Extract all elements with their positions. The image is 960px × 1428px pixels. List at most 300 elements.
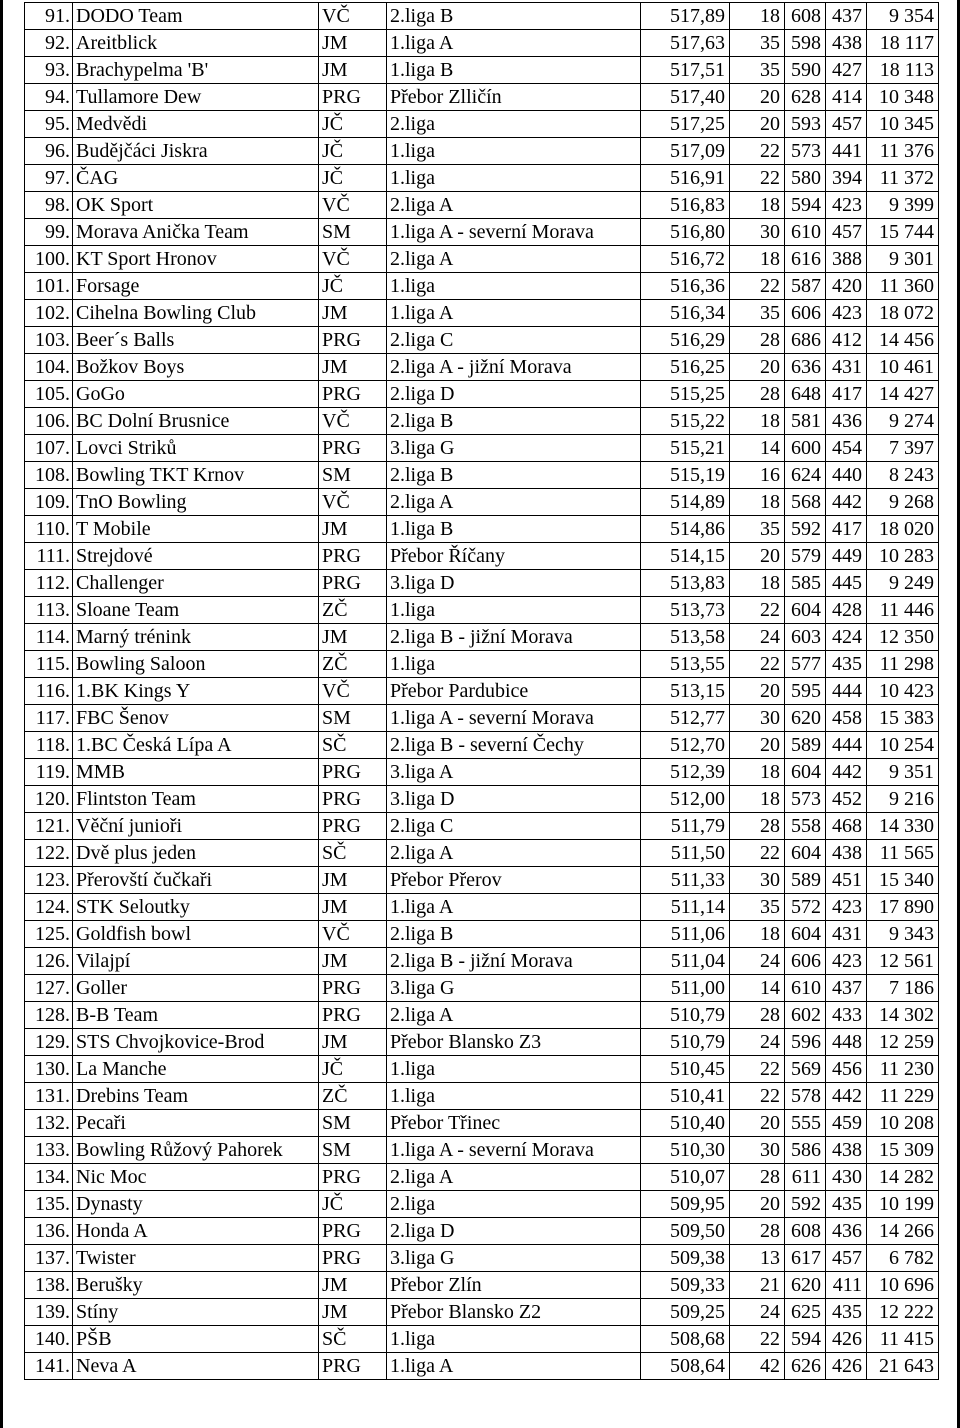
- rank-number-cell: 138.: [25, 1272, 73, 1299]
- games-cell: 14: [730, 975, 785, 1002]
- total-score-cell: 9 399: [867, 192, 939, 219]
- average-cell: 517,09: [641, 138, 730, 165]
- average-cell: 511,14: [641, 894, 730, 921]
- table-row: [25, 597, 939, 624]
- league-cell: 2.liga A: [387, 246, 641, 273]
- total-score-cell: 7 397: [867, 435, 939, 462]
- total-score-cell: 12 561: [867, 948, 939, 975]
- league-cell: 2.liga B: [387, 3, 641, 30]
- league-cell: 1.liga: [387, 138, 641, 165]
- region-cell: PRG: [319, 381, 387, 408]
- table-row: [25, 651, 939, 678]
- region-cell: PRG: [319, 975, 387, 1002]
- lowest-score-cell: 456: [826, 1056, 867, 1083]
- highest-score-cell: 608: [785, 3, 826, 30]
- highest-score-cell: 608: [785, 1218, 826, 1245]
- lowest-score-cell: 436: [826, 408, 867, 435]
- total-score-cell: 10 254: [867, 732, 939, 759]
- league-cell: 2.liga A - jižní Morava: [387, 354, 641, 381]
- league-cell: 2.liga: [387, 1191, 641, 1218]
- total-score-cell: 15 744: [867, 219, 939, 246]
- lowest-score-cell: 436: [826, 1218, 867, 1245]
- table-row: [25, 759, 939, 786]
- team-name-cell: Božkov Boys: [73, 354, 319, 381]
- table-row: [25, 246, 939, 273]
- highest-score-cell: 604: [785, 597, 826, 624]
- average-cell: 516,25: [641, 354, 730, 381]
- rank-number-cell: 99.: [25, 219, 73, 246]
- highest-score-cell: 592: [785, 1191, 826, 1218]
- lowest-score-cell: 435: [826, 1191, 867, 1218]
- average-cell: 515,22: [641, 408, 730, 435]
- highest-score-cell: 581: [785, 408, 826, 435]
- team-name-cell: B-B Team: [73, 1002, 319, 1029]
- average-cell: 511,50: [641, 840, 730, 867]
- highest-score-cell: 598: [785, 30, 826, 57]
- highest-score-cell: 602: [785, 1002, 826, 1029]
- total-score-cell: 14 427: [867, 381, 939, 408]
- highest-score-cell: 577: [785, 651, 826, 678]
- league-cell: 1.liga A - severní Morava: [387, 705, 641, 732]
- games-cell: 28: [730, 1218, 785, 1245]
- total-score-cell: 9 249: [867, 570, 939, 597]
- lowest-score-cell: 448: [826, 1029, 867, 1056]
- average-cell: 511,33: [641, 867, 730, 894]
- games-cell: 22: [730, 651, 785, 678]
- league-cell: 1.liga A: [387, 30, 641, 57]
- team-name-cell: Bowling Saloon: [73, 651, 319, 678]
- lowest-score-cell: 441: [826, 138, 867, 165]
- region-cell: PRG: [319, 84, 387, 111]
- rank-number-cell: 140.: [25, 1326, 73, 1353]
- league-cell: 1.liga B: [387, 516, 641, 543]
- highest-score-cell: 610: [785, 219, 826, 246]
- highest-score-cell: 600: [785, 435, 826, 462]
- region-cell: PRG: [319, 570, 387, 597]
- average-cell: 517,89: [641, 3, 730, 30]
- table-row: [25, 1002, 939, 1029]
- games-cell: 35: [730, 894, 785, 921]
- lowest-score-cell: 435: [826, 1299, 867, 1326]
- table-row: [25, 1164, 939, 1191]
- highest-score-cell: 595: [785, 678, 826, 705]
- league-cell: Přebor Blansko Z3: [387, 1029, 641, 1056]
- league-cell: 2.liga A: [387, 1002, 641, 1029]
- rank-number-cell: 123.: [25, 867, 73, 894]
- total-score-cell: 18 072: [867, 300, 939, 327]
- average-cell: 513,55: [641, 651, 730, 678]
- team-name-cell: STK Seloutky: [73, 894, 319, 921]
- highest-score-cell: 611: [785, 1164, 826, 1191]
- lowest-score-cell: 430: [826, 1164, 867, 1191]
- games-cell: 14: [730, 435, 785, 462]
- region-cell: SČ: [319, 840, 387, 867]
- games-cell: 35: [730, 30, 785, 57]
- region-cell: VČ: [319, 246, 387, 273]
- team-name-cell: Bowling TKT Krnov: [73, 462, 319, 489]
- team-name-cell: Goller: [73, 975, 319, 1002]
- lowest-score-cell: 411: [826, 1272, 867, 1299]
- games-cell: 18: [730, 489, 785, 516]
- total-score-cell: 11 360: [867, 273, 939, 300]
- team-name-cell: Honda A: [73, 1218, 319, 1245]
- table-row: [25, 1353, 939, 1380]
- rank-number-cell: 136.: [25, 1218, 73, 1245]
- league-cell: 2.liga A: [387, 489, 641, 516]
- lowest-score-cell: 423: [826, 894, 867, 921]
- lowest-score-cell: 433: [826, 1002, 867, 1029]
- table-row: [25, 705, 939, 732]
- rank-number-cell: 108.: [25, 462, 73, 489]
- games-cell: 22: [730, 165, 785, 192]
- rank-number-cell: 110.: [25, 516, 73, 543]
- lowest-score-cell: 445: [826, 570, 867, 597]
- highest-score-cell: 610: [785, 975, 826, 1002]
- league-cell: 3.liga A: [387, 759, 641, 786]
- average-cell: 514,15: [641, 543, 730, 570]
- table-row: [25, 786, 939, 813]
- table-row: [25, 1029, 939, 1056]
- league-cell: 1.liga: [387, 1056, 641, 1083]
- lowest-score-cell: 424: [826, 624, 867, 651]
- region-cell: ZČ: [319, 597, 387, 624]
- games-cell: 20: [730, 354, 785, 381]
- rank-number-cell: 120.: [25, 786, 73, 813]
- region-cell: PRG: [319, 813, 387, 840]
- league-cell: 2.liga: [387, 111, 641, 138]
- table-row: [25, 138, 939, 165]
- total-score-cell: 17 890: [867, 894, 939, 921]
- rank-number-cell: 134.: [25, 1164, 73, 1191]
- table-row: [25, 975, 939, 1002]
- team-name-cell: 1.BC Česká Lípa A: [73, 732, 319, 759]
- average-cell: 510,41: [641, 1083, 730, 1110]
- highest-score-cell: 572: [785, 894, 826, 921]
- rank-number-cell: 126.: [25, 948, 73, 975]
- highest-score-cell: 648: [785, 381, 826, 408]
- lowest-score-cell: 457: [826, 1245, 867, 1272]
- table-row: [25, 489, 939, 516]
- rank-number-cell: 109.: [25, 489, 73, 516]
- region-cell: JČ: [319, 138, 387, 165]
- team-name-cell: Flintston Team: [73, 786, 319, 813]
- region-cell: PRG: [319, 1245, 387, 1272]
- table-row: [25, 273, 939, 300]
- rank-number-cell: 107.: [25, 435, 73, 462]
- highest-score-cell: 573: [785, 786, 826, 813]
- region-cell: SM: [319, 1137, 387, 1164]
- games-cell: 18: [730, 786, 785, 813]
- team-name-cell: T Mobile: [73, 516, 319, 543]
- league-cell: 2.liga B: [387, 921, 641, 948]
- region-cell: PRG: [319, 1353, 387, 1380]
- rank-number-cell: 141.: [25, 1353, 73, 1380]
- team-name-cell: GoGo: [73, 381, 319, 408]
- lowest-score-cell: 388: [826, 246, 867, 273]
- team-name-cell: Věční junioři: [73, 813, 319, 840]
- highest-score-cell: 626: [785, 1353, 826, 1380]
- average-cell: 511,00: [641, 975, 730, 1002]
- table-row: [25, 354, 939, 381]
- rank-number-cell: 106.: [25, 408, 73, 435]
- region-cell: PRG: [319, 1218, 387, 1245]
- team-name-cell: 1.BK Kings Y: [73, 678, 319, 705]
- total-score-cell: 9 301: [867, 246, 939, 273]
- league-cell: 1.liga A - severní Morava: [387, 219, 641, 246]
- league-cell: 3.liga D: [387, 570, 641, 597]
- games-cell: 16: [730, 462, 785, 489]
- table-row: [25, 543, 939, 570]
- games-cell: 30: [730, 705, 785, 732]
- average-cell: 512,39: [641, 759, 730, 786]
- region-cell: VČ: [319, 678, 387, 705]
- total-score-cell: 12 222: [867, 1299, 939, 1326]
- region-cell: SČ: [319, 1326, 387, 1353]
- highest-score-cell: 578: [785, 1083, 826, 1110]
- games-cell: 13: [730, 1245, 785, 1272]
- lowest-score-cell: 437: [826, 975, 867, 1002]
- games-cell: 20: [730, 1110, 785, 1137]
- rank-number-cell: 125.: [25, 921, 73, 948]
- league-cell: 2.liga B - jižní Morava: [387, 948, 641, 975]
- games-cell: 20: [730, 1191, 785, 1218]
- games-cell: 20: [730, 543, 785, 570]
- lowest-score-cell: 449: [826, 543, 867, 570]
- highest-score-cell: 617: [785, 1245, 826, 1272]
- table-row: [25, 1056, 939, 1083]
- games-cell: 30: [730, 1137, 785, 1164]
- games-cell: 28: [730, 381, 785, 408]
- region-cell: PRG: [319, 435, 387, 462]
- average-cell: 510,79: [641, 1002, 730, 1029]
- average-cell: 515,21: [641, 435, 730, 462]
- table-row: [25, 381, 939, 408]
- lowest-score-cell: 423: [826, 948, 867, 975]
- games-cell: 22: [730, 273, 785, 300]
- lowest-score-cell: 414: [826, 84, 867, 111]
- team-name-cell: Neva A: [73, 1353, 319, 1380]
- games-cell: 22: [730, 840, 785, 867]
- table-row: [25, 840, 939, 867]
- highest-score-cell: 594: [785, 192, 826, 219]
- league-cell: Přebor Pardubice: [387, 678, 641, 705]
- team-name-cell: Vilajpí: [73, 948, 319, 975]
- average-cell: 512,70: [641, 732, 730, 759]
- average-cell: 510,79: [641, 1029, 730, 1056]
- region-cell: VČ: [319, 921, 387, 948]
- league-cell: Přebor Třinec: [387, 1110, 641, 1137]
- total-score-cell: 8 243: [867, 462, 939, 489]
- rank-number-cell: 132.: [25, 1110, 73, 1137]
- team-name-cell: Forsage: [73, 273, 319, 300]
- games-cell: 20: [730, 732, 785, 759]
- league-cell: 3.liga G: [387, 975, 641, 1002]
- total-score-cell: 18 113: [867, 57, 939, 84]
- team-name-cell: Bowling Růžový Pahorek: [73, 1137, 319, 1164]
- average-cell: 512,77: [641, 705, 730, 732]
- total-score-cell: 15 340: [867, 867, 939, 894]
- region-cell: SČ: [319, 732, 387, 759]
- lowest-score-cell: 457: [826, 219, 867, 246]
- total-score-cell: 18 117: [867, 30, 939, 57]
- highest-score-cell: 569: [785, 1056, 826, 1083]
- rank-number-cell: 127.: [25, 975, 73, 1002]
- team-name-cell: Marný trénink: [73, 624, 319, 651]
- average-cell: 517,25: [641, 111, 730, 138]
- highest-score-cell: 592: [785, 516, 826, 543]
- highest-score-cell: 686: [785, 327, 826, 354]
- table-row: [25, 300, 939, 327]
- lowest-score-cell: 427: [826, 57, 867, 84]
- total-score-cell: 14 282: [867, 1164, 939, 1191]
- highest-score-cell: 616: [785, 246, 826, 273]
- average-cell: 509,33: [641, 1272, 730, 1299]
- total-score-cell: 15 383: [867, 705, 939, 732]
- league-cell: 2.liga D: [387, 381, 641, 408]
- total-score-cell: 10 461: [867, 354, 939, 381]
- rank-number-cell: 115.: [25, 651, 73, 678]
- table-row: [25, 462, 939, 489]
- games-cell: 20: [730, 84, 785, 111]
- team-name-cell: Pecaři: [73, 1110, 319, 1137]
- total-score-cell: 11 415: [867, 1326, 939, 1353]
- games-cell: 24: [730, 1299, 785, 1326]
- league-cell: 1.liga B: [387, 57, 641, 84]
- rank-number-cell: 113.: [25, 597, 73, 624]
- average-cell: 510,07: [641, 1164, 730, 1191]
- lowest-score-cell: 412: [826, 327, 867, 354]
- league-cell: 3.liga D: [387, 786, 641, 813]
- team-name-cell: STS Chvojkovice-Brod: [73, 1029, 319, 1056]
- table-row: [25, 867, 939, 894]
- highest-score-cell: 587: [785, 273, 826, 300]
- average-cell: 516,91: [641, 165, 730, 192]
- total-score-cell: 9 268: [867, 489, 939, 516]
- rank-number-cell: 135.: [25, 1191, 73, 1218]
- team-name-cell: PŠB: [73, 1326, 319, 1353]
- league-cell: 2.liga C: [387, 813, 641, 840]
- league-cell: 1.liga A: [387, 300, 641, 327]
- region-cell: JM: [319, 300, 387, 327]
- games-cell: 20: [730, 678, 785, 705]
- games-cell: 22: [730, 1083, 785, 1110]
- table-row: [25, 948, 939, 975]
- rank-number-cell: 95.: [25, 111, 73, 138]
- total-score-cell: 10 345: [867, 111, 939, 138]
- games-cell: 28: [730, 1164, 785, 1191]
- lowest-score-cell: 423: [826, 300, 867, 327]
- lowest-score-cell: 428: [826, 597, 867, 624]
- rank-number-cell: 117.: [25, 705, 73, 732]
- team-name-cell: Sloane Team: [73, 597, 319, 624]
- average-cell: 508,68: [641, 1326, 730, 1353]
- league-cell: 1.liga A: [387, 894, 641, 921]
- total-score-cell: 9 354: [867, 3, 939, 30]
- league-cell: Přebor Přerov: [387, 867, 641, 894]
- total-score-cell: 7 186: [867, 975, 939, 1002]
- total-score-cell: 12 259: [867, 1029, 939, 1056]
- games-cell: 18: [730, 246, 785, 273]
- highest-score-cell: 620: [785, 705, 826, 732]
- league-cell: 2.liga A: [387, 840, 641, 867]
- average-cell: 517,63: [641, 30, 730, 57]
- table-row: [25, 327, 939, 354]
- lowest-score-cell: 444: [826, 678, 867, 705]
- games-cell: 24: [730, 1029, 785, 1056]
- region-cell: JM: [319, 867, 387, 894]
- table-row: [25, 921, 939, 948]
- average-cell: 516,36: [641, 273, 730, 300]
- average-cell: 514,86: [641, 516, 730, 543]
- table-row: [25, 3, 939, 30]
- total-score-cell: 11 298: [867, 651, 939, 678]
- team-name-cell: Nic Moc: [73, 1164, 319, 1191]
- region-cell: JM: [319, 354, 387, 381]
- total-score-cell: 9 216: [867, 786, 939, 813]
- left-page-border: [0, 0, 3, 1428]
- league-cell: 2.liga B - severní Čechy: [387, 732, 641, 759]
- league-cell: Přebor Říčany: [387, 543, 641, 570]
- region-cell: ZČ: [319, 651, 387, 678]
- lowest-score-cell: 440: [826, 462, 867, 489]
- league-cell: 3.liga G: [387, 435, 641, 462]
- team-name-cell: Cihelna Bowling Club: [73, 300, 319, 327]
- rank-number-cell: 119.: [25, 759, 73, 786]
- team-name-cell: Budějčáci Jiskra: [73, 138, 319, 165]
- highest-score-cell: 579: [785, 543, 826, 570]
- total-score-cell: 14 302: [867, 1002, 939, 1029]
- team-name-cell: MMB: [73, 759, 319, 786]
- average-cell: 509,38: [641, 1245, 730, 1272]
- region-cell: JM: [319, 948, 387, 975]
- league-cell: 1.liga: [387, 165, 641, 192]
- total-score-cell: 9 274: [867, 408, 939, 435]
- total-score-cell: 10 283: [867, 543, 939, 570]
- team-name-cell: Tullamore Dew: [73, 84, 319, 111]
- team-name-cell: Areitblick: [73, 30, 319, 57]
- team-name-cell: Goldfish bowl: [73, 921, 319, 948]
- team-name-cell: Strejdové: [73, 543, 319, 570]
- highest-score-cell: 628: [785, 84, 826, 111]
- team-name-cell: Stíny: [73, 1299, 319, 1326]
- table-row: [25, 1083, 939, 1110]
- table-body: [25, 3, 939, 1380]
- total-score-cell: 10 199: [867, 1191, 939, 1218]
- games-cell: 18: [730, 3, 785, 30]
- team-name-cell: BC Dolní Brusnice: [73, 408, 319, 435]
- team-name-cell: Brachypelma 'B': [73, 57, 319, 84]
- league-cell: 1.liga: [387, 651, 641, 678]
- games-cell: 18: [730, 921, 785, 948]
- average-cell: 510,45: [641, 1056, 730, 1083]
- highest-score-cell: 606: [785, 948, 826, 975]
- highest-score-cell: 604: [785, 840, 826, 867]
- table-row: [25, 894, 939, 921]
- highest-score-cell: 580: [785, 165, 826, 192]
- games-cell: 30: [730, 867, 785, 894]
- table-row: [25, 192, 939, 219]
- total-score-cell: 6 782: [867, 1245, 939, 1272]
- table-row: [25, 30, 939, 57]
- games-cell: 18: [730, 192, 785, 219]
- lowest-score-cell: 438: [826, 840, 867, 867]
- table-row: [25, 1326, 939, 1353]
- rank-number-cell: 133.: [25, 1137, 73, 1164]
- lowest-score-cell: 457: [826, 111, 867, 138]
- highest-score-cell: 573: [785, 138, 826, 165]
- team-name-cell: Berušky: [73, 1272, 319, 1299]
- lowest-score-cell: 468: [826, 813, 867, 840]
